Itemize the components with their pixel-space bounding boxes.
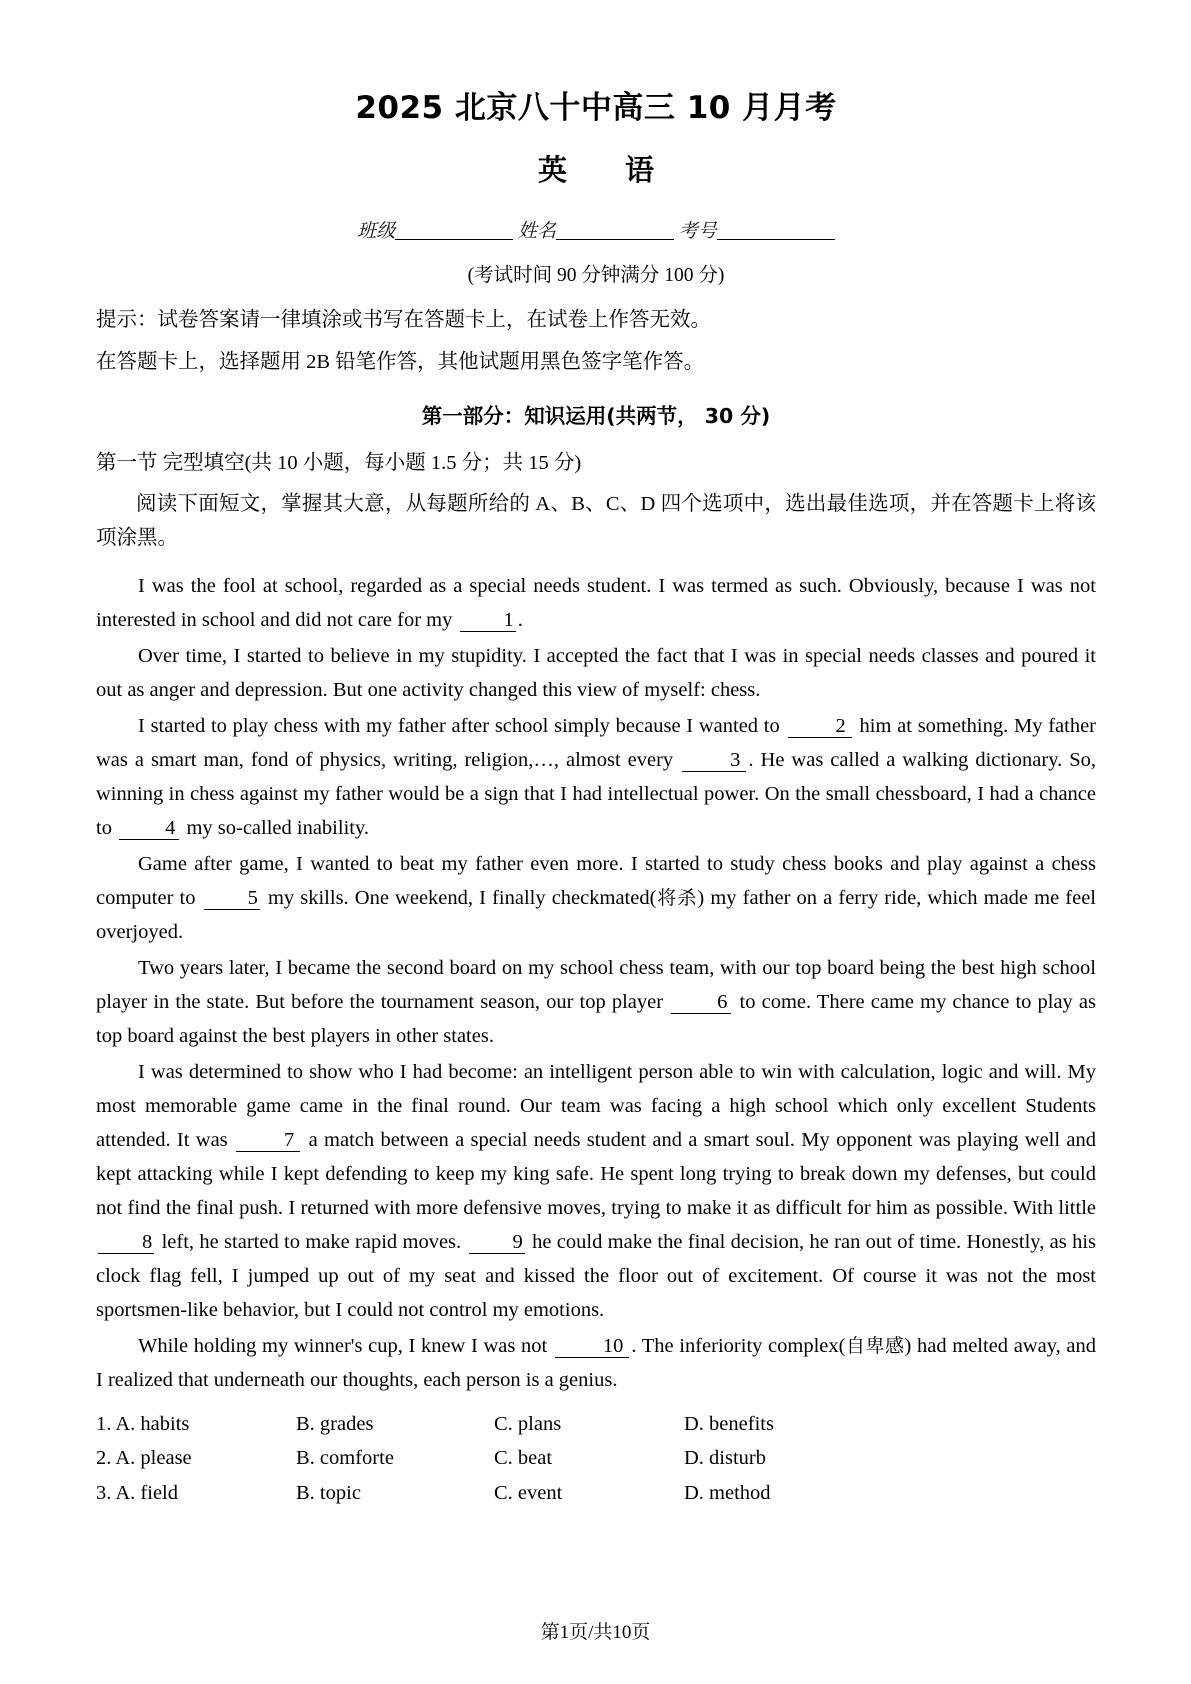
- blank-4[interactable]: 4: [119, 817, 179, 841]
- exam-number-label: 考号: [678, 219, 717, 242]
- exam-number-input-rule[interactable]: [717, 222, 835, 240]
- blank-1[interactable]: 1: [460, 609, 516, 633]
- exam-info: (考试时间 90 分钟满分 100 分): [467, 264, 725, 286]
- section-one-instruction: 阅读下面短文，掌握其大意，从每题所给的 A、B、C、D 四个选项中，选出最佳选项，并在答题卡上将该项涂黑。: [96, 492, 1096, 549]
- passage-text: Two years later, I became the second board on my school chess team, with our top board being the best high school player in the state. But before the tournament season, our top player: [96, 956, 1096, 1013]
- question-number: 1.: [96, 1412, 112, 1435]
- class-label: 班级: [357, 219, 396, 242]
- blank-9[interactable]: 9: [469, 1231, 525, 1255]
- passage-text: a match between a special needs student and a smart soul. My opponent was playing well and kept attacking while I kept defending to keep my king safe. He spent long trying to break down my defenses, but could not find the final push. I returned with more defensive moves, trying to make it as difficult for him as possible. With little: [96, 1128, 1096, 1219]
- option-d[interactable]: D. disturb: [684, 1447, 766, 1470]
- gloss-checkmated: 将杀: [656, 886, 698, 909]
- passage-text: .: [517, 608, 523, 631]
- option-d[interactable]: D. method: [684, 1481, 771, 1504]
- question-row-3: [96, 1476, 1096, 1510]
- passage-text: my skills. One weekend, I finally checkmated(: [261, 886, 657, 909]
- option-b[interactable]: B. grades: [296, 1412, 374, 1435]
- option-a: [96, 1407, 296, 1441]
- passage-text: . He was called a walking dictionary. So, winning in chess against my father would be a sign that I had intellectual power. On the small chessboard, I had a chance to: [96, 748, 1097, 839]
- passage-paragraph-7: [96, 1329, 1096, 1397]
- option-c[interactable]: C. plans: [494, 1412, 562, 1435]
- blank-7[interactable]: 7: [236, 1129, 300, 1153]
- blank-10[interactable]: 10: [555, 1335, 630, 1359]
- passage-text: he could make the final decision, he ran out of time. Honestly, as his clock flag fell, I jumped up out of my seat and kissed the floor out of excitement. Of course it was not the most sportsmen-like behavior, but I could not control my emotions.: [96, 1230, 1096, 1321]
- option-a-label[interactable]: A. habits: [115, 1412, 190, 1435]
- question-options-list: [96, 1407, 1096, 1510]
- option-a: [96, 1441, 296, 1475]
- blank-3[interactable]: 3: [682, 749, 746, 773]
- blank-8[interactable]: 8: [98, 1231, 154, 1255]
- passage-paragraph-1: [96, 569, 1096, 637]
- blank-5[interactable]: 5: [204, 887, 260, 911]
- page-content: [96, 0, 1096, 1510]
- class-input-rule[interactable]: [395, 222, 513, 240]
- passage-text: my so-called inability.: [181, 816, 370, 839]
- passage-text: . The inferiority complex(: [631, 1334, 846, 1357]
- passage-paragraph-3: [96, 709, 1096, 845]
- option-b[interactable]: B. comforte: [296, 1447, 394, 1470]
- option-c[interactable]: C. beat: [494, 1447, 553, 1470]
- name-label: 姓名: [517, 219, 556, 242]
- question-number: 2.: [96, 1447, 112, 1470]
- subject-title: 英 语: [537, 153, 654, 188]
- passage-text: I was the fool at school, regarded as a special needs student. I was termed as such. Obviously, because I was not interested in school and did not care for my: [96, 574, 1096, 631]
- passage-text: to come. There came my chance to play as top board against the best players in other states.: [96, 990, 1096, 1047]
- option-b[interactable]: B. topic: [296, 1481, 361, 1504]
- passage-text: ) my father on a ferry ride, which made me feel overjoyed.: [96, 886, 1096, 943]
- option-a-label[interactable]: A. field: [115, 1481, 178, 1504]
- notice-line-1: 提示：试卷答案请一律填涂或书写在答题卡上，在试卷上作答无效。: [96, 308, 711, 331]
- passage-text: I was determined to show who I had become: an intelligent person able to win with calculation, logic and will. My most memorable game came in the final round. Our team was facing a high school which only excellent Students attended. It was: [96, 1060, 1096, 1151]
- section-one-heading: 第一节 完型填空(共 10 小题，每小题 1.5 分；共 15 分): [96, 451, 582, 474]
- passage-paragraph-5: [96, 951, 1096, 1053]
- blank-6[interactable]: 6: [671, 991, 731, 1015]
- blank-2[interactable]: 2: [788, 715, 852, 739]
- name-input-rule[interactable]: [556, 222, 674, 240]
- option-a: [96, 1476, 296, 1510]
- passage-text: I started to play chess with my father after school simply because I wanted to: [138, 714, 786, 737]
- cloze-passage: [96, 569, 1096, 1397]
- option-d[interactable]: D. benefits: [684, 1412, 774, 1435]
- question-number: 3.: [96, 1481, 112, 1504]
- passage-text: Game after game, I wanted to beat my father even more. I started to study chess books and play against a chess computer to: [96, 852, 1096, 909]
- part-one-title: 第一部分：知识运用(共两节， 30 分): [421, 403, 771, 428]
- question-row-2: [96, 1441, 1096, 1475]
- passage-text: ) had melted away, and I realized that underneath our thoughts, each person is a genius.: [96, 1334, 1096, 1391]
- passage-text: While holding my winner's cup, I knew I was not: [138, 1334, 553, 1357]
- passage-text: him at something. My father was a smart man, fond of physics, writing, religion,…, almost every: [96, 714, 1097, 771]
- question-row-1: [96, 1407, 1096, 1441]
- option-c[interactable]: C. event: [494, 1481, 563, 1504]
- gloss-inferiority-complex: 自卑感: [845, 1334, 905, 1357]
- passage-paragraph-6: [96, 1055, 1096, 1327]
- notice-line-2: 在答题卡上，选择题用 2B 铅笔作答，其他试题用黑色签字笔作答。: [96, 350, 705, 373]
- passage-text: left, he started to make rapid moves.: [156, 1230, 467, 1253]
- identity-line: [96, 216, 1096, 243]
- option-a-label[interactable]: A. please: [115, 1447, 192, 1470]
- passage-paragraph-2: Over time, I started to believe in my stupidity. I accepted the fact that I was in special needs classes and poured it out as anger and depression. But one activity changed this view of myself: chess.: [96, 644, 1096, 701]
- page-title: 2025 北京八十中高三 10 月月考: [355, 90, 837, 126]
- page-footer: 第1页/共10页: [540, 1622, 651, 1643]
- passage-paragraph-4: [96, 847, 1096, 949]
